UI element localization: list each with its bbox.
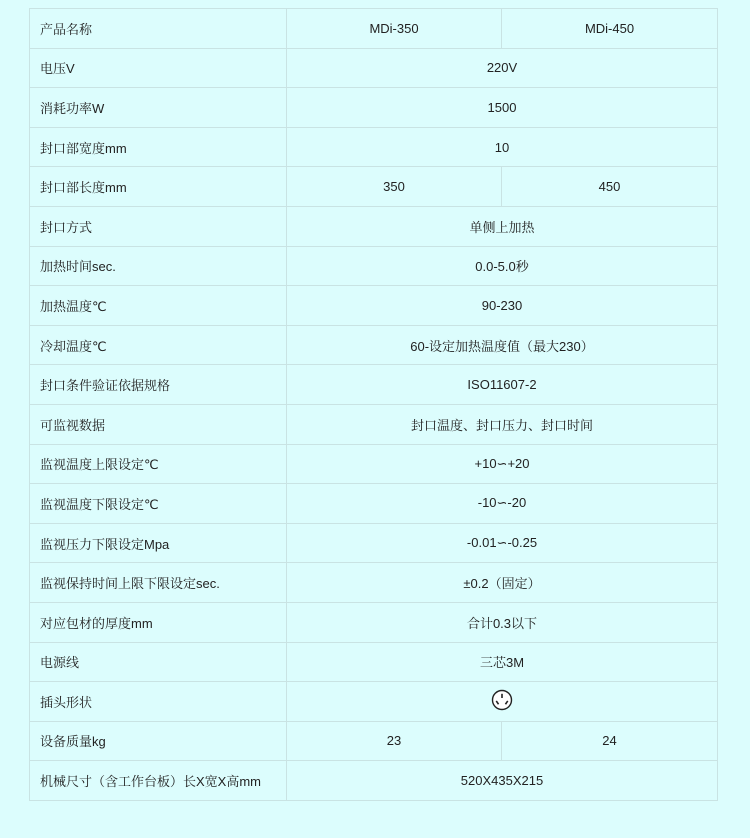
row-label: 封口部宽度mm bbox=[30, 127, 287, 167]
three-pin-plug-outlet-icon bbox=[491, 689, 513, 714]
row-label: 封口条件验证依据规格 bbox=[30, 365, 287, 405]
table-row bbox=[30, 206, 718, 246]
row-value: ISO11607-2 bbox=[287, 365, 718, 405]
table-header-row bbox=[30, 9, 718, 49]
row-value: 10 bbox=[287, 127, 718, 167]
row-label: 监视温度上限设定℃ bbox=[30, 444, 287, 484]
table-row bbox=[30, 523, 718, 563]
table-row bbox=[30, 246, 718, 286]
table-row bbox=[30, 563, 718, 603]
row-value-mdi-450: 24 bbox=[502, 721, 718, 761]
table-row bbox=[30, 325, 718, 365]
row-label: 对应包材的厚度mm bbox=[30, 602, 287, 642]
row-value: 封口温度、封口压力、封口时间 bbox=[287, 404, 718, 444]
row-label: 加热温度℃ bbox=[30, 286, 287, 326]
model-mdi-450: MDi-450 bbox=[502, 9, 718, 49]
row-value: 单侧上加热 bbox=[287, 206, 718, 246]
table-row bbox=[30, 48, 718, 88]
row-value: +10∽+20 bbox=[287, 444, 718, 484]
row-label: 消耗功率W bbox=[30, 88, 287, 128]
row-value-mdi-350: 23 bbox=[287, 721, 502, 761]
row-value: 合计0.3以下 bbox=[287, 602, 718, 642]
table-row bbox=[30, 761, 718, 801]
row-value: 1500 bbox=[287, 88, 718, 128]
row-value: -10∽-20 bbox=[287, 484, 718, 524]
table-row bbox=[30, 404, 718, 444]
row-label: 加热时间sec. bbox=[30, 246, 287, 286]
row-value-mdi-350: 350 bbox=[287, 167, 502, 207]
row-value: 60-设定加热温度值（最大230） bbox=[287, 325, 718, 365]
row-label: 电源线 bbox=[30, 642, 287, 682]
table-row bbox=[30, 88, 718, 128]
row-label: 监视压力下限设定Mpa bbox=[30, 523, 287, 563]
row-label: 设备质量kg bbox=[30, 721, 287, 761]
row-value: 220V bbox=[287, 48, 718, 88]
row-value: 520X435X215 bbox=[287, 761, 718, 801]
row-label: 机械尺寸（含工作台板）长X宽X高mm bbox=[30, 761, 287, 801]
row-value: 三芯3M bbox=[287, 642, 718, 682]
table-row bbox=[30, 682, 718, 722]
row-label: 监视保持时间上限下限设定sec. bbox=[30, 563, 287, 603]
row-label: 可监视数据 bbox=[30, 404, 287, 444]
table-row bbox=[30, 484, 718, 524]
row-label: 插头形状 bbox=[30, 682, 287, 722]
row-label: 封口部长度mm bbox=[30, 167, 287, 207]
table-row bbox=[30, 286, 718, 326]
table-row bbox=[30, 721, 718, 761]
table-row bbox=[30, 167, 718, 207]
model-mdi-350: MDi-350 bbox=[287, 9, 502, 49]
spec-table-container bbox=[29, 8, 717, 801]
spec-table bbox=[29, 8, 718, 801]
table-row bbox=[30, 444, 718, 484]
row-value: 90-230 bbox=[287, 286, 718, 326]
row-label: 封口方式 bbox=[30, 206, 287, 246]
plug-shape-cell bbox=[287, 682, 718, 722]
table-row bbox=[30, 365, 718, 405]
header-label: 产品名称 bbox=[30, 9, 287, 49]
row-label: 冷却温度℃ bbox=[30, 325, 287, 365]
table-row bbox=[30, 602, 718, 642]
table-row bbox=[30, 642, 718, 682]
row-value: -0.01∽-0.25 bbox=[287, 523, 718, 563]
row-value-mdi-450: 450 bbox=[502, 167, 718, 207]
row-value: 0.0-5.0秒 bbox=[287, 246, 718, 286]
row-value: ±0.2（固定） bbox=[287, 563, 718, 603]
table-row bbox=[30, 127, 718, 167]
row-label: 监视温度下限设定℃ bbox=[30, 484, 287, 524]
row-label: 电压V bbox=[30, 48, 287, 88]
